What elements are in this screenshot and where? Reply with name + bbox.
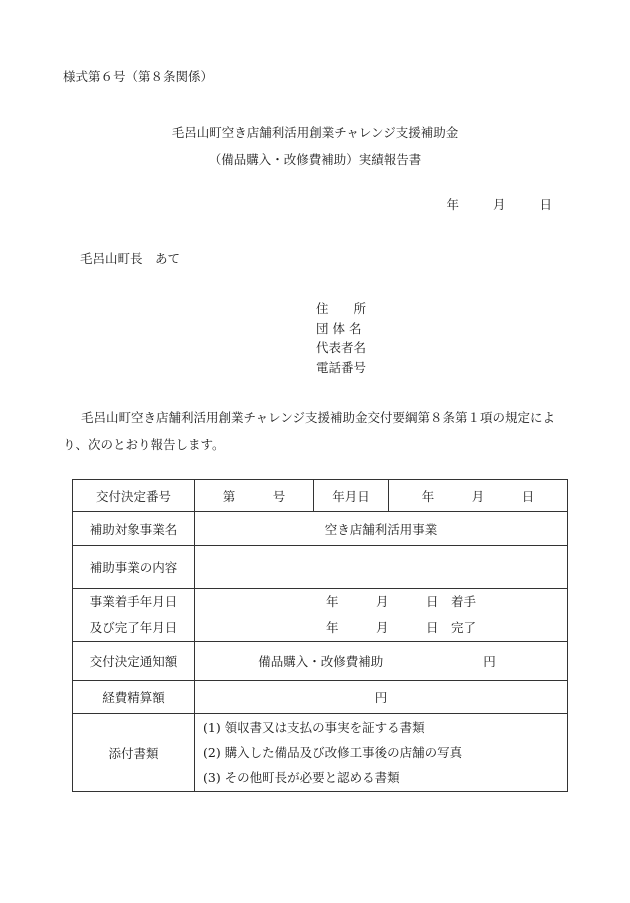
attachment-item-2: (2) 購入した備品及び改修工事後の店舗の写真: [203, 745, 463, 760]
table-row: [73, 642, 568, 681]
notice-amount-value: [195, 642, 568, 681]
decision-number-label: 交付決定番号: [73, 480, 195, 512]
decision-number-cell: [195, 480, 568, 512]
notice-amount-type: 備品購入・改修費補助: [258, 654, 384, 669]
project-name-label: 補助対象事業名: [73, 512, 195, 546]
decision-number-value: 第 号: [222, 488, 286, 504]
sender-representative-label: 代表者名: [316, 340, 367, 355]
sender-address-label: 住 所: [316, 301, 367, 316]
sender-organization-label: 団 体 名: [316, 320, 362, 336]
sender-block: [316, 299, 366, 377]
cost-settlement-label: 経費精算額: [73, 681, 195, 714]
table-row: [73, 714, 568, 792]
form-number-label: 様式第６号（第８条関係）: [63, 69, 214, 84]
project-content-value[interactable]: [195, 546, 568, 589]
sender-phone-label: 電話番号: [316, 359, 367, 375]
table-row: [73, 589, 568, 642]
start-end-value: [195, 589, 568, 642]
notice-amount-label: 交付決定通知額: [73, 642, 195, 681]
document-title-line-1: 毛呂山町空き店舗利活用創業チャレンジ支援補助金: [171, 125, 459, 140]
table-row: [73, 681, 568, 714]
cost-settlement-value: 円: [195, 681, 568, 714]
date-day: 日: [539, 197, 552, 212]
end-date-label: 及び完了年月日: [89, 620, 178, 635]
end-date-value: 年 月 日 完了: [325, 620, 476, 635]
attachment-item-1: (1) 領収書又は支払の事実を証する書類: [203, 720, 425, 735]
table-row: [73, 512, 568, 546]
start-date-value: 年 月 日 着手: [325, 594, 476, 609]
project-content-label: 補助事業の内容: [73, 546, 195, 589]
project-name-value: 空き店舗利活用事業: [195, 512, 568, 546]
decision-date-value: 年 月 日: [388, 480, 567, 511]
attachments-label: 添付書類: [73, 714, 195, 792]
report-table: [72, 479, 568, 792]
addressee: 毛呂山町長 あて: [80, 251, 181, 266]
report-date: [446, 195, 552, 213]
body-paragraph: 毛呂山町空き店舗利活用創業チャレンジ支援補助金交付要綱第８条第１項の規定により、次のとおり報告します。: [63, 410, 556, 452]
table-row: [73, 546, 568, 589]
date-year: 年: [446, 197, 459, 212]
attachment-item-3: (3) その他町長が必要と認める書類: [203, 770, 400, 785]
start-end-label: [73, 589, 195, 642]
decision-date-label: 年月日: [313, 480, 388, 511]
document-title-line-2: （備品購入・改修費補助）実績報告書: [208, 152, 422, 167]
table-row: [73, 480, 568, 512]
date-month: 月: [492, 197, 506, 212]
notice-amount-unit: 円: [483, 654, 496, 669]
attachments-list: [195, 714, 568, 792]
start-date-label: 事業着手年月日: [89, 594, 178, 609]
